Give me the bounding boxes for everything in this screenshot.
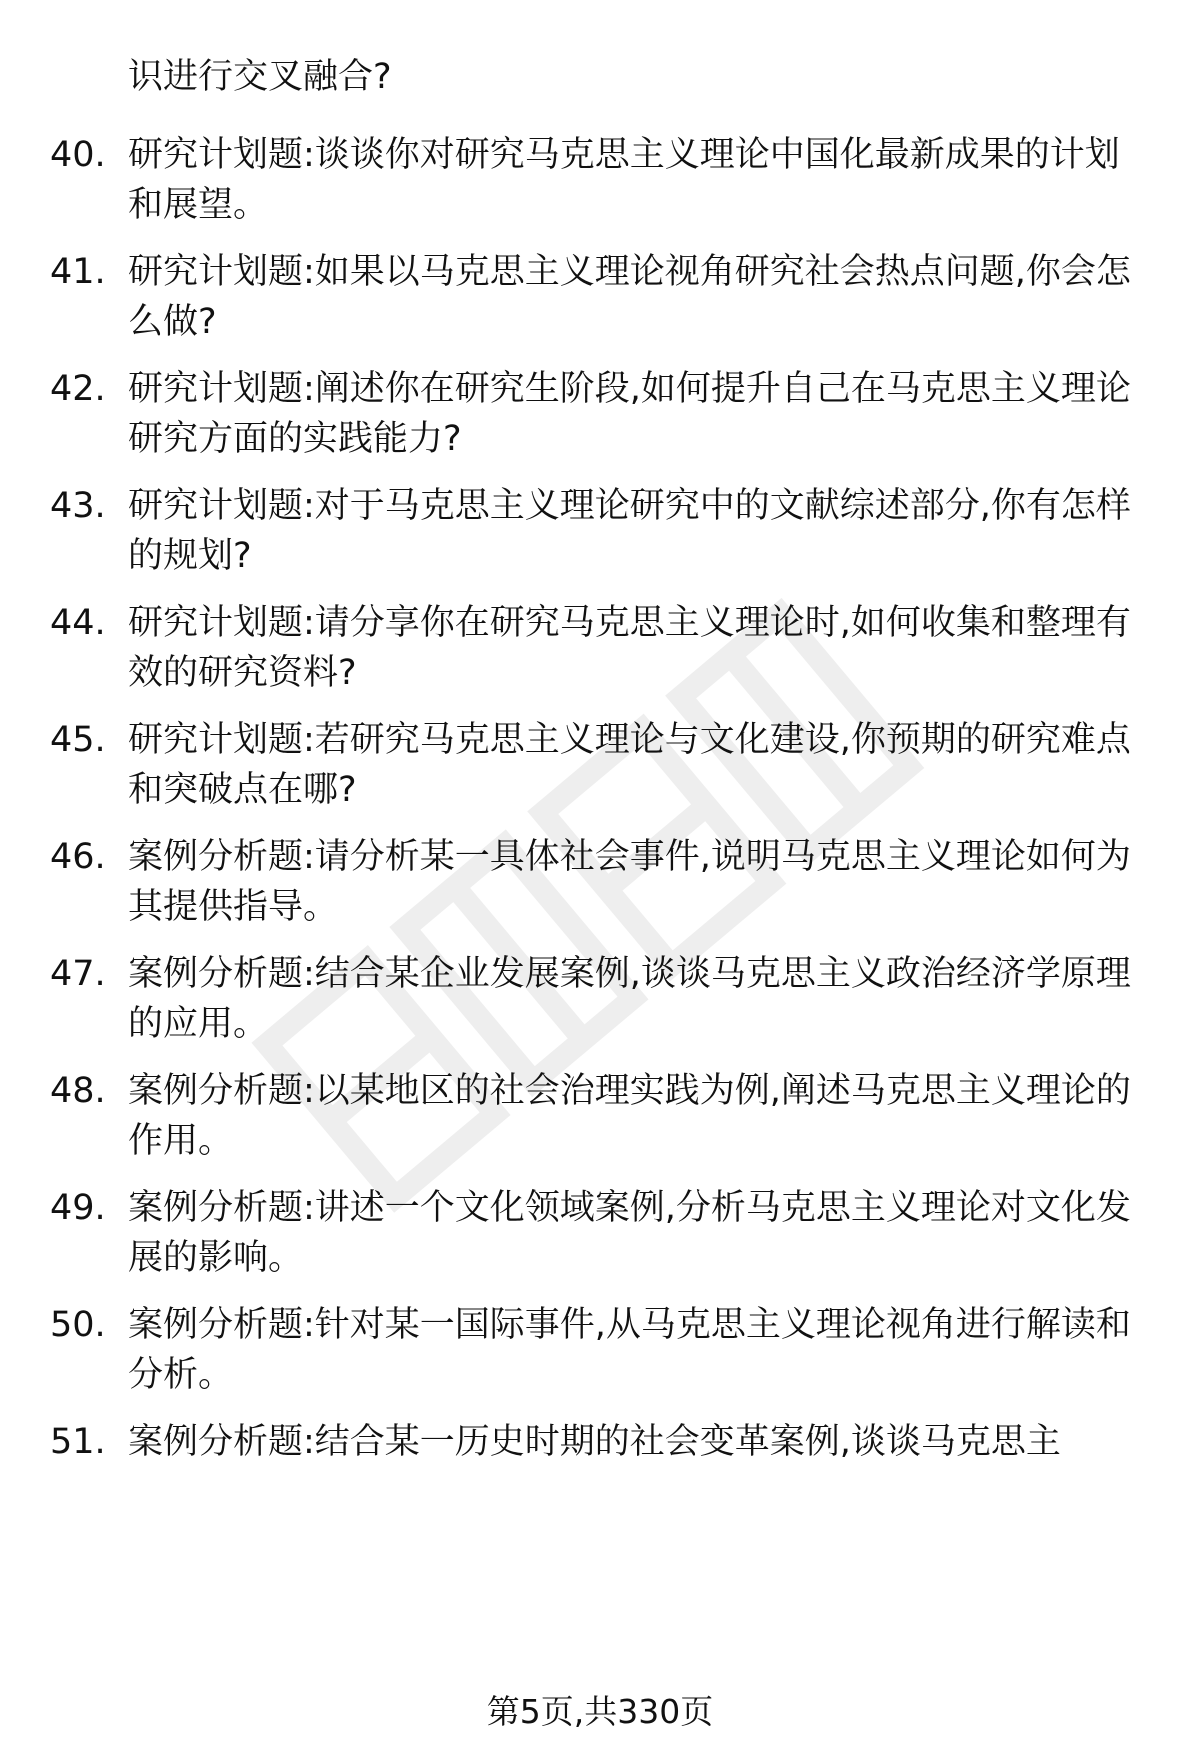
question-text: 研究计划题:阐述你在研究生阶段,如何提升自己在马克思主义理论研究方面的实践能力? — [128, 369, 1131, 459]
question-number: 41. — [50, 252, 106, 292]
question-number: 42. — [50, 369, 106, 409]
question-text: 案例分析题:讲述一个文化领域案例,分析马克思主义理论对文化发展的影响。 — [128, 1188, 1131, 1278]
question-text: 研究计划题:如果以马克思主义理论视角研究社会热点问题,你会怎么做? — [128, 252, 1131, 342]
question-text: 案例分析题:结合某企业发展案例,谈谈马克思主义政治经济学原理的应用。 — [128, 954, 1131, 1044]
question-text: 案例分析题:结合某一历史时期的社会变革案例,谈谈马克思主 — [128, 1422, 1061, 1462]
question-text: 案例分析题:请分析某一具体社会事件,说明马克思主义理论如何为其提供指导。 — [128, 837, 1131, 927]
question-text: 研究计划题:谈谈你对研究马克思主义理论中国化最新成果的计划和展望。 — [128, 135, 1120, 225]
question-number: 47. — [50, 954, 106, 994]
question-number: 40. — [50, 135, 106, 175]
question-number: 51. — [50, 1422, 106, 1462]
question-text: 研究计划题:请分享你在研究马克思主义理论时,如何收集和整理有效的研究资料? — [128, 603, 1131, 693]
question-text: 研究计划题:若研究马克思主义理论与文化建设,你预期的研究难点和突破点在哪? — [128, 720, 1131, 810]
question-text: 案例分析题:以某地区的社会治理实践为例,阐述马克思主义理论的作用。 — [128, 1071, 1131, 1161]
question-number: 46. — [50, 837, 106, 877]
question-text: 研究计划题:对于马克思主义理论研究中的文献综述部分,你有怎样的规划? — [128, 486, 1131, 576]
page-footer: 第5页,共330页 — [486, 1692, 714, 1731]
question-number: 45. — [50, 720, 106, 760]
question-number: 49. — [50, 1188, 106, 1228]
question-number: 48. — [50, 1071, 106, 1111]
question-number: 43. — [50, 486, 106, 526]
question-number: 50. — [50, 1305, 106, 1345]
question-text: 案例分析题:针对某一国际事件,从马克思主义理论视角进行解读和分析。 — [128, 1305, 1131, 1395]
continuation-text: 识进行交叉融合? — [128, 57, 392, 97]
question-number: 44. — [50, 603, 106, 643]
